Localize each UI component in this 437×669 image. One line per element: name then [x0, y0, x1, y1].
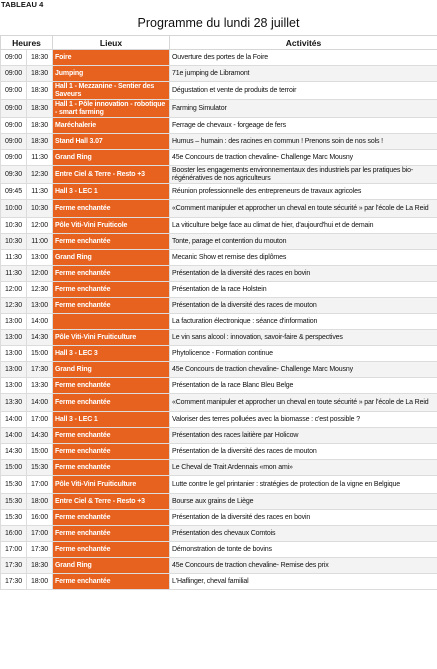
location: Ferme enchantée — [53, 282, 170, 298]
activity: Phytolicence - Formation continue — [170, 346, 437, 362]
end-time: 12:30 — [27, 166, 53, 184]
activity: Lutte contre le gel printanier : stratégies de protection de la vigne en Belgique — [170, 476, 437, 494]
table-row — [1, 394, 437, 412]
page-title: Programme du lundi 28 juillet — [137, 16, 300, 30]
column-header-lieux: Lieux — [53, 36, 170, 50]
start-time: 17:30 — [1, 574, 27, 590]
end-time: 14:30 — [27, 330, 53, 346]
activity: La viticulture belge face au climat de hier, d'aujourd'hui et de demain — [170, 218, 437, 234]
start-time: 10:00 — [1, 200, 27, 218]
table-row — [1, 526, 437, 542]
location: Ferme enchantée — [53, 234, 170, 250]
start-time: 15:30 — [1, 510, 27, 526]
end-time: 10:30 — [27, 200, 53, 218]
activity: Présentation de la diversité des races de mouton — [170, 298, 437, 314]
location: Grand Ring — [53, 250, 170, 266]
start-time: 15:30 — [1, 494, 27, 510]
start-time: 13:00 — [1, 378, 27, 394]
location: Ferme enchantée — [53, 378, 170, 394]
location: Entre Ciel & Terre - Resto +3 — [53, 494, 170, 510]
activity: L'Haflinger, cheval familial — [170, 574, 437, 590]
location: Maréchalerie — [53, 118, 170, 134]
activity: Réunion professionnelle des entrepreneurs de travaux agricoles — [170, 184, 437, 200]
end-time: 14:30 — [27, 428, 53, 444]
start-time: 10:30 — [1, 234, 27, 250]
end-time: 18:30 — [27, 66, 53, 82]
table-row — [1, 150, 437, 166]
activity: 45e Concours de traction chevaline- Remise des prix — [170, 558, 437, 574]
location: Foire — [53, 50, 170, 66]
location: Ferme enchantée — [53, 266, 170, 282]
activity: Présentation des chevaux Comtois — [170, 526, 437, 542]
table-row — [1, 66, 437, 82]
start-time: 15:00 — [1, 460, 27, 476]
start-time: 09:00 — [1, 118, 27, 134]
table-row — [1, 218, 437, 234]
end-time: 17:30 — [27, 362, 53, 378]
end-time: 15:00 — [27, 444, 53, 460]
start-time: 11:30 — [1, 250, 27, 266]
end-time: 18:30 — [27, 134, 53, 150]
start-time: 14:00 — [1, 428, 27, 444]
activity: «Comment manipuler et approcher un cheval en toute sécurité » par l'école de La Reid — [170, 200, 437, 218]
start-time: 16:00 — [1, 526, 27, 542]
start-time: 13:00 — [1, 362, 27, 378]
end-time: 18:00 — [27, 494, 53, 510]
end-time: 17:30 — [27, 542, 53, 558]
location: Hall 3 - LEC 3 — [53, 346, 170, 362]
table-label: TABLEAU 4 — [1, 0, 44, 9]
end-time: 14:00 — [27, 314, 53, 330]
table-row — [1, 378, 437, 394]
activity: Démonstration de tonte de bovins — [170, 542, 437, 558]
table-row — [1, 428, 437, 444]
start-time: 09:00 — [1, 134, 27, 150]
activity: Présentation de la diversité des races en bovin — [170, 266, 437, 282]
location: Grand Ring — [53, 150, 170, 166]
table-row — [1, 362, 437, 378]
end-time: 18:30 — [27, 118, 53, 134]
start-time: 11:30 — [1, 266, 27, 282]
start-time: 12:00 — [1, 282, 27, 298]
location: Grand Ring — [53, 558, 170, 574]
activity: «Comment manipuler et approcher un cheval en toute sécurité » par l'école de La Reid — [170, 394, 437, 412]
table-row — [1, 134, 437, 150]
activity: Bourse aux grains de Liège — [170, 494, 437, 510]
table-row — [1, 200, 437, 218]
end-time: 12:00 — [27, 218, 53, 234]
table-row — [1, 346, 437, 362]
start-time: 15:30 — [1, 476, 27, 494]
activity: 71e jumping de Libramont — [170, 66, 437, 82]
end-time: 18:30 — [27, 82, 53, 100]
start-time: 13:00 — [1, 346, 27, 362]
table-row — [1, 542, 437, 558]
activity: Le Cheval de Trait Ardennais «mon ami» — [170, 460, 437, 476]
table-row — [1, 574, 437, 590]
table-row — [1, 412, 437, 428]
table-row — [1, 494, 437, 510]
schedule-table — [0, 35, 437, 590]
table-row — [1, 250, 437, 266]
table-row — [1, 50, 437, 66]
table-header-row — [1, 36, 437, 50]
start-time: 09:30 — [1, 166, 27, 184]
activity: Dégustation et vente de produits de terroir — [170, 82, 437, 100]
table-row — [1, 298, 437, 314]
column-header-activites: Activités — [170, 36, 437, 50]
start-time: 13:00 — [1, 314, 27, 330]
table-row — [1, 118, 437, 134]
activity: Humus – humain : des racines en commun ! Prenons soin de nos sols ! — [170, 134, 437, 150]
start-time: 09:00 — [1, 100, 27, 118]
table-row — [1, 444, 437, 460]
table-row — [1, 282, 437, 298]
table-row — [1, 82, 437, 100]
end-time: 12:30 — [27, 282, 53, 298]
table-row — [1, 510, 437, 526]
activity: Farming Simulator — [170, 100, 437, 118]
start-time: 17:00 — [1, 542, 27, 558]
start-time: 12:30 — [1, 298, 27, 314]
activity: Présentation de la diversité des races en bovin — [170, 510, 437, 526]
end-time: 11:30 — [27, 150, 53, 166]
end-time: 11:00 — [27, 234, 53, 250]
location: Grand Ring — [53, 362, 170, 378]
table-row — [1, 166, 437, 184]
activity: Présentation des races laitière par Holicow — [170, 428, 437, 444]
end-time: 13:30 — [27, 378, 53, 394]
schedule-body — [1, 50, 437, 590]
location: Entre Ciel & Terre - Resto +3 — [53, 166, 170, 184]
table-row — [1, 460, 437, 476]
location: Ferme enchantée — [53, 428, 170, 444]
location: Ferme enchantée — [53, 526, 170, 542]
end-time: 13:00 — [27, 298, 53, 314]
start-time: 14:30 — [1, 444, 27, 460]
end-time: 18:30 — [27, 558, 53, 574]
location: Ferme enchantée — [53, 460, 170, 476]
location: Ferme enchantée — [53, 200, 170, 218]
activity: Présentation de la race Holstein — [170, 282, 437, 298]
table-row — [1, 266, 437, 282]
start-time: 09:00 — [1, 66, 27, 82]
location: Ferme enchantée — [53, 394, 170, 412]
activity: Le vin sans alcool : innovation, savoir-faire & perspectives — [170, 330, 437, 346]
end-time: 17:00 — [27, 476, 53, 494]
location: Ferme enchantée — [53, 298, 170, 314]
activity: La facturation électronique : séance d'information — [170, 314, 437, 330]
location: Pôle Viti-Vini Fruiticole — [53, 218, 170, 234]
activity: Présentation de la diversité des races de mouton — [170, 444, 437, 460]
end-time: 18:30 — [27, 100, 53, 118]
location: Hall 1 - Mezzanine - Sentier des Saveurs — [53, 82, 170, 100]
location: Jumping — [53, 66, 170, 82]
location: Ferme enchantée — [53, 444, 170, 460]
end-time: 15:00 — [27, 346, 53, 362]
location: Hall 1 - Pôle innovation - robotique - smart farming — [53, 100, 170, 118]
end-time: 15:30 — [27, 460, 53, 476]
location: Ferme enchantée — [53, 542, 170, 558]
activity: Valoriser des terres polluées avec la biomasse : c'est possible ? — [170, 412, 437, 428]
location: Ferme enchantée — [53, 510, 170, 526]
location: Pôle Viti-Vini Fruiticulture — [53, 476, 170, 494]
start-time: 09:00 — [1, 50, 27, 66]
start-time: 13:00 — [1, 330, 27, 346]
end-time: 18:00 — [27, 574, 53, 590]
table-row — [1, 100, 437, 118]
activity: 45e Concours de traction chevaline- Challenge Marc Mousny — [170, 362, 437, 378]
start-time: 09:00 — [1, 82, 27, 100]
location — [53, 314, 170, 330]
location: Pôle Viti-Vini Fruiticulture — [53, 330, 170, 346]
end-time: 17:00 — [27, 526, 53, 542]
activity: Mecanic Show et remise des diplômes — [170, 250, 437, 266]
activity: 45e Concours de traction chevaline- Challenge Marc Mousny — [170, 150, 437, 166]
start-time: 17:30 — [1, 558, 27, 574]
start-time: 10:30 — [1, 218, 27, 234]
table-row — [1, 314, 437, 330]
location: Hall 3 - LEC 1 — [53, 184, 170, 200]
activity: Tonte, parage et contention du mouton — [170, 234, 437, 250]
start-time: 14:00 — [1, 412, 27, 428]
end-time: 16:00 — [27, 510, 53, 526]
table-row — [1, 330, 437, 346]
end-time: 13:00 — [27, 250, 53, 266]
location: Ferme enchantée — [53, 574, 170, 590]
activity: Booster les engagements environnementaux des industriels par les pratiques bio-régénératives de nos agriculteurs — [170, 166, 437, 184]
table-row — [1, 234, 437, 250]
location: Hall 3 - LEC 1 — [53, 412, 170, 428]
table-row — [1, 558, 437, 574]
start-time: 09:00 — [1, 150, 27, 166]
end-time: 17:00 — [27, 412, 53, 428]
end-time: 11:30 — [27, 184, 53, 200]
table-row — [1, 184, 437, 200]
end-time: 18:30 — [27, 50, 53, 66]
column-header-heures: Heures — [1, 36, 53, 50]
activity: Ouverture des portes de la Foire — [170, 50, 437, 66]
start-time: 09:45 — [1, 184, 27, 200]
end-time: 14:00 — [27, 394, 53, 412]
end-time: 12:00 — [27, 266, 53, 282]
start-time: 13:30 — [1, 394, 27, 412]
activity: Ferrage de chevaux - forgeage de fers — [170, 118, 437, 134]
activity: Présentation de la race Blanc Bleu Belge — [170, 378, 437, 394]
table-row — [1, 476, 437, 494]
location: Stand Hall 3.07 — [53, 134, 170, 150]
